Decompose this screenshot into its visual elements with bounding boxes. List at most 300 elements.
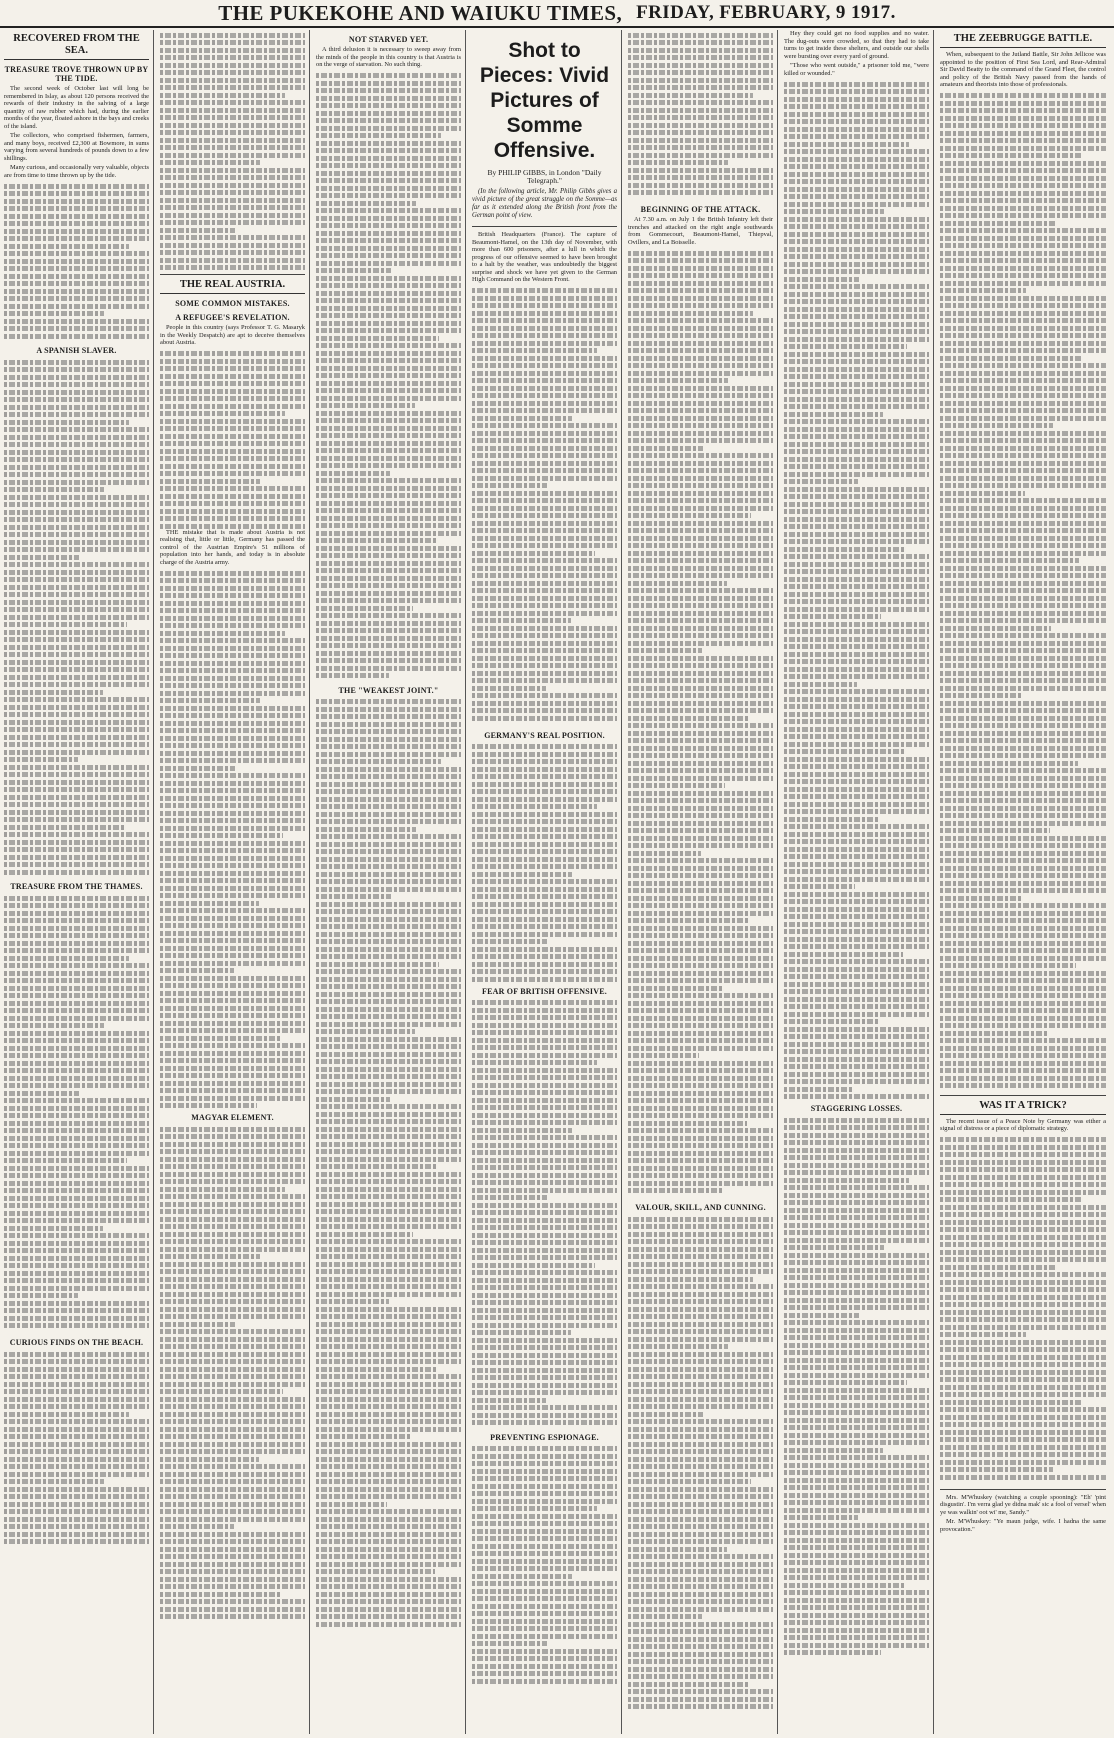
text-line bbox=[628, 1397, 773, 1402]
text-line bbox=[472, 1030, 617, 1035]
text-line bbox=[160, 1367, 305, 1372]
text-line bbox=[940, 1212, 1106, 1217]
text-line bbox=[784, 1275, 929, 1280]
text-line bbox=[160, 1292, 305, 1297]
text-line bbox=[316, 141, 461, 146]
text-line bbox=[4, 645, 149, 650]
text-line bbox=[316, 1292, 461, 1297]
text-line bbox=[784, 172, 929, 177]
text-line bbox=[316, 538, 438, 543]
text-line bbox=[316, 1037, 461, 1042]
text-line bbox=[160, 70, 305, 75]
text-line bbox=[160, 1479, 305, 1484]
text-line bbox=[472, 1240, 617, 1245]
text-line bbox=[160, 698, 260, 703]
text-line bbox=[472, 1353, 617, 1358]
text-line bbox=[940, 1076, 1106, 1081]
text-line bbox=[4, 562, 149, 567]
text-line bbox=[472, 678, 617, 683]
text-line bbox=[628, 168, 773, 173]
text-line bbox=[940, 813, 1106, 818]
text-line bbox=[472, 1293, 617, 1298]
text-line bbox=[316, 553, 461, 558]
text-line bbox=[4, 184, 149, 189]
text-line bbox=[784, 1530, 929, 1535]
text-line bbox=[160, 1232, 305, 1237]
text-line bbox=[628, 971, 773, 976]
text-line bbox=[4, 832, 149, 837]
text-line bbox=[316, 1344, 461, 1349]
text-line bbox=[160, 441, 305, 446]
text-line bbox=[628, 130, 773, 135]
text-line bbox=[784, 1605, 929, 1610]
text-line bbox=[160, 1419, 305, 1424]
text-line bbox=[628, 115, 773, 120]
text-line bbox=[784, 764, 929, 769]
text-line bbox=[628, 1061, 773, 1066]
text-line bbox=[784, 517, 929, 522]
divider bbox=[472, 226, 617, 227]
text-line bbox=[940, 101, 1106, 106]
text-line bbox=[316, 351, 461, 356]
text-line bbox=[160, 1028, 305, 1033]
text-line bbox=[940, 161, 1106, 166]
article-paragraph: When, subsequent to the Jutland Battle, Sir John Jellicoe was appointed to the position of First Sea Lord, and Rear-Admiral Sir David Beatty to the command of the Grand Fleet, the control and policy of the British Navy passed from the hands of amateurs and theorists into those of professionals. bbox=[940, 51, 1106, 88]
text-line bbox=[628, 633, 773, 638]
text-line bbox=[472, 326, 617, 331]
text-line bbox=[472, 969, 617, 974]
text-line bbox=[4, 1188, 149, 1193]
text-line bbox=[628, 513, 751, 518]
text-line bbox=[472, 902, 617, 907]
text-line bbox=[4, 941, 149, 946]
text-line bbox=[628, 1106, 773, 1111]
column-6 bbox=[784, 30, 934, 1734]
text-line bbox=[628, 63, 773, 68]
text-line bbox=[160, 803, 305, 808]
text-line bbox=[472, 1263, 595, 1268]
text-line bbox=[784, 989, 929, 994]
text-line bbox=[628, 1359, 773, 1364]
text-line bbox=[784, 1118, 929, 1123]
text-block bbox=[316, 71, 461, 681]
text-line bbox=[316, 819, 461, 824]
text-line bbox=[316, 834, 461, 839]
text-line bbox=[628, 993, 773, 998]
text-line bbox=[940, 221, 1055, 226]
text-line bbox=[4, 251, 149, 256]
text-line bbox=[316, 223, 461, 228]
text-line bbox=[472, 827, 617, 832]
text-line bbox=[472, 1143, 617, 1148]
text-line bbox=[4, 705, 149, 710]
masthead bbox=[0, 0, 1114, 28]
text-line bbox=[628, 738, 773, 743]
text-line bbox=[784, 1148, 929, 1153]
text-line bbox=[472, 1083, 617, 1088]
text-line bbox=[628, 1637, 773, 1642]
text-line bbox=[472, 416, 572, 421]
text-line bbox=[628, 1352, 773, 1357]
text-line bbox=[160, 130, 305, 135]
text-line bbox=[316, 1239, 461, 1244]
text-line bbox=[4, 502, 149, 507]
text-line bbox=[316, 1449, 461, 1454]
text-line bbox=[4, 1248, 149, 1253]
text-line bbox=[160, 1284, 305, 1289]
text-line bbox=[4, 1128, 149, 1133]
text-line bbox=[160, 1134, 305, 1139]
text-line bbox=[628, 1682, 750, 1687]
text-line bbox=[784, 457, 929, 462]
text-line bbox=[784, 217, 929, 222]
text-line bbox=[316, 1172, 461, 1177]
text-line bbox=[784, 1410, 929, 1415]
text-line bbox=[628, 956, 773, 961]
text-line bbox=[784, 1403, 929, 1408]
text-line bbox=[628, 1644, 773, 1649]
text-line bbox=[784, 157, 929, 162]
text-line bbox=[628, 986, 724, 991]
text-line bbox=[472, 1514, 617, 1519]
text-line bbox=[472, 1649, 617, 1654]
text-line bbox=[316, 977, 461, 982]
text-line bbox=[784, 1373, 929, 1378]
text-line bbox=[4, 1404, 149, 1409]
text-line bbox=[472, 1521, 617, 1526]
text-line bbox=[4, 1419, 149, 1424]
text-line bbox=[316, 932, 461, 937]
text-line bbox=[628, 468, 773, 473]
text-line bbox=[940, 266, 1106, 271]
text-line bbox=[160, 449, 305, 454]
text-line bbox=[472, 1300, 617, 1305]
text-line bbox=[784, 1620, 929, 1625]
text-line bbox=[940, 1182, 1106, 1187]
text-line bbox=[784, 967, 929, 972]
text-line bbox=[472, 819, 617, 824]
text-line bbox=[4, 1286, 149, 1291]
text-line bbox=[4, 600, 149, 605]
text-line bbox=[160, 1217, 305, 1222]
text-line bbox=[4, 1046, 149, 1051]
text-line bbox=[316, 73, 461, 78]
text-line bbox=[940, 918, 1106, 923]
article-paragraph: Hey they could get no food supplies and no water. The dug-outs were crowded, so that they had to take turns to get inside these shelters, and outside our shells were bursting over every yard of ground. bbox=[784, 30, 929, 60]
text-line bbox=[4, 326, 149, 331]
text-line bbox=[160, 811, 305, 816]
text-line bbox=[472, 932, 617, 937]
text-line bbox=[940, 633, 1106, 638]
text-block bbox=[160, 1124, 305, 1624]
text-line bbox=[940, 1325, 1106, 1330]
text-line bbox=[940, 1355, 1106, 1360]
text-line bbox=[4, 382, 149, 387]
text-line bbox=[628, 160, 728, 165]
text-line bbox=[784, 719, 929, 724]
text-line bbox=[628, 78, 773, 83]
text-line bbox=[316, 722, 461, 727]
text-line bbox=[472, 641, 617, 646]
text-line bbox=[940, 498, 1106, 503]
text-line bbox=[784, 772, 929, 777]
text-line bbox=[316, 201, 416, 206]
text-line bbox=[628, 941, 773, 946]
text-line bbox=[472, 588, 617, 593]
text-line bbox=[472, 648, 617, 653]
text-line bbox=[316, 598, 461, 603]
text-line bbox=[940, 356, 1081, 361]
text-line bbox=[940, 956, 1106, 961]
text-line bbox=[784, 352, 929, 357]
text-line bbox=[316, 1509, 461, 1514]
text-line bbox=[940, 783, 1106, 788]
text-line bbox=[940, 1310, 1106, 1315]
text-line bbox=[4, 1464, 149, 1469]
text-line bbox=[784, 359, 929, 364]
text-line bbox=[4, 547, 149, 552]
text-line bbox=[472, 834, 617, 839]
text-block bbox=[4, 1349, 149, 1549]
text-line bbox=[316, 1262, 461, 1267]
text-line bbox=[784, 794, 929, 799]
text-line bbox=[316, 939, 461, 944]
text-line bbox=[784, 607, 929, 612]
text-line bbox=[4, 630, 149, 635]
text-line bbox=[316, 651, 461, 656]
text-line bbox=[160, 1157, 305, 1162]
text-line bbox=[4, 1502, 149, 1507]
text-line bbox=[160, 1427, 305, 1432]
text-line bbox=[472, 782, 617, 787]
text-line bbox=[784, 127, 929, 132]
text-line bbox=[316, 1299, 389, 1304]
text-line bbox=[784, 877, 929, 882]
text-line bbox=[472, 947, 617, 952]
text-line bbox=[160, 1103, 257, 1108]
text-line bbox=[628, 1464, 773, 1469]
text-line bbox=[784, 899, 929, 904]
text-line bbox=[784, 1568, 929, 1573]
text-line bbox=[784, 374, 929, 379]
text-line bbox=[628, 1344, 728, 1349]
text-line bbox=[940, 243, 1106, 248]
text-line bbox=[4, 1001, 149, 1006]
text-line bbox=[160, 175, 305, 180]
text-line bbox=[628, 1277, 753, 1282]
text-line bbox=[160, 1194, 305, 1199]
text-line bbox=[4, 911, 149, 916]
text-line bbox=[784, 1470, 929, 1475]
text-line bbox=[160, 411, 285, 416]
text-line bbox=[472, 1180, 617, 1185]
text-line bbox=[628, 828, 773, 833]
text-line bbox=[784, 1155, 929, 1160]
text-line bbox=[472, 303, 617, 308]
text-line bbox=[4, 334, 149, 339]
text-line bbox=[784, 194, 929, 199]
text-line bbox=[784, 1463, 929, 1468]
text-line bbox=[160, 1058, 305, 1063]
text-line bbox=[472, 1008, 617, 1013]
text-line bbox=[472, 1413, 617, 1418]
text-line bbox=[784, 1635, 929, 1640]
text-line bbox=[628, 1389, 773, 1394]
text-line bbox=[4, 1016, 149, 1021]
text-line bbox=[472, 1506, 597, 1511]
text-line bbox=[940, 326, 1106, 331]
text-line bbox=[628, 1584, 773, 1589]
text-line bbox=[940, 798, 1106, 803]
text-line bbox=[4, 697, 149, 702]
text-line bbox=[628, 1599, 773, 1604]
article-subheading: A REFUGEE'S REVELATION. bbox=[175, 313, 290, 322]
text-line bbox=[628, 1053, 699, 1058]
text-line bbox=[628, 1329, 773, 1334]
text-line bbox=[472, 1589, 617, 1594]
text-line bbox=[940, 1068, 1106, 1073]
text-line bbox=[4, 1196, 149, 1201]
text-line bbox=[628, 145, 773, 150]
text-line bbox=[4, 1301, 149, 1306]
text-line bbox=[628, 558, 773, 563]
text-line bbox=[784, 952, 903, 957]
text-line bbox=[628, 1457, 773, 1462]
text-line bbox=[316, 306, 461, 311]
text-line bbox=[940, 1445, 1106, 1450]
text-line bbox=[472, 1338, 617, 1343]
text-line bbox=[784, 697, 929, 702]
text-line bbox=[784, 464, 929, 469]
text-line bbox=[160, 826, 305, 831]
text-line bbox=[940, 978, 1106, 983]
text-line bbox=[4, 765, 149, 770]
text-line bbox=[940, 1272, 1106, 1277]
text-line bbox=[784, 1358, 929, 1363]
text-line bbox=[160, 1494, 305, 1499]
text-line bbox=[784, 307, 929, 312]
text-line bbox=[628, 296, 773, 301]
text-line bbox=[940, 168, 1106, 173]
text-line bbox=[160, 389, 305, 394]
text-line bbox=[784, 442, 929, 447]
article-subheading: FEAR OF BRITISH OFFENSIVE. bbox=[482, 986, 607, 996]
text-line bbox=[4, 1053, 149, 1058]
text-line bbox=[784, 659, 929, 664]
text-line bbox=[628, 581, 727, 586]
text-line bbox=[316, 238, 461, 243]
text-line bbox=[316, 1052, 461, 1057]
text-line bbox=[316, 433, 461, 438]
text-line bbox=[316, 208, 461, 213]
text-line bbox=[940, 303, 1106, 308]
text-line bbox=[784, 119, 929, 124]
text-line bbox=[316, 658, 461, 663]
text-block bbox=[940, 1135, 1106, 1485]
text-line bbox=[784, 569, 929, 574]
text-line bbox=[472, 378, 617, 383]
text-line bbox=[472, 311, 617, 316]
text-line bbox=[160, 1607, 305, 1612]
text-line bbox=[940, 888, 1106, 893]
text-line bbox=[628, 521, 773, 526]
text-line bbox=[940, 761, 1078, 766]
text-line bbox=[316, 486, 461, 491]
text-line bbox=[316, 1134, 461, 1139]
text-line bbox=[784, 277, 859, 282]
text-line bbox=[472, 1158, 617, 1163]
text-line bbox=[784, 809, 929, 814]
text-line bbox=[316, 643, 461, 648]
text-line bbox=[784, 959, 929, 964]
text-line bbox=[160, 923, 305, 928]
text-line bbox=[316, 148, 461, 153]
text-line bbox=[316, 156, 461, 161]
text-line bbox=[160, 516, 305, 521]
text-line bbox=[4, 319, 149, 324]
text-line bbox=[784, 1508, 929, 1513]
text-line bbox=[160, 1592, 282, 1597]
text-line bbox=[316, 714, 461, 719]
text-line bbox=[628, 933, 773, 938]
text-line bbox=[784, 112, 929, 117]
divider bbox=[940, 1489, 1106, 1490]
text-line bbox=[784, 1027, 929, 1032]
text-line bbox=[472, 1315, 617, 1320]
text-line bbox=[940, 318, 1106, 323]
text-line bbox=[316, 103, 461, 108]
text-line bbox=[784, 1575, 929, 1580]
text-line bbox=[472, 1060, 597, 1065]
text-line bbox=[472, 812, 617, 817]
text-line bbox=[160, 1036, 282, 1041]
text-line bbox=[4, 1271, 149, 1276]
text-line bbox=[940, 1190, 1106, 1195]
text-line bbox=[316, 448, 461, 453]
text-line bbox=[784, 344, 907, 349]
text-line bbox=[316, 954, 461, 959]
text-line bbox=[628, 611, 773, 616]
text-line bbox=[940, 1437, 1106, 1442]
text-line bbox=[160, 1021, 305, 1026]
text-line bbox=[472, 797, 617, 802]
text-line bbox=[4, 517, 149, 522]
text-line bbox=[628, 896, 773, 901]
text-line bbox=[628, 483, 773, 488]
text-line bbox=[316, 1539, 461, 1544]
text-line bbox=[784, 644, 929, 649]
article-paragraph: At 7.30 a.m. on July 1 the British Infantry left their trenches and attacked on the right angle southwards from Gommecourt, Beaumont-Hamel, Thiepval, Ovillers, and La Boisselle. bbox=[628, 216, 773, 246]
text-line bbox=[472, 1023, 617, 1028]
text-line bbox=[628, 963, 773, 968]
text-line bbox=[316, 1389, 461, 1394]
text-line bbox=[4, 1031, 149, 1036]
text-line bbox=[940, 1242, 1106, 1247]
text-line bbox=[472, 1345, 617, 1350]
text-line bbox=[784, 1598, 929, 1603]
text-line bbox=[472, 288, 617, 293]
text-line bbox=[472, 1484, 617, 1489]
text-line bbox=[4, 1524, 149, 1529]
text-line bbox=[784, 1094, 929, 1099]
text-line bbox=[160, 1389, 283, 1394]
text-line bbox=[628, 1419, 773, 1424]
text-line bbox=[628, 573, 773, 578]
text-line bbox=[784, 1515, 858, 1520]
text-line bbox=[4, 296, 149, 301]
text-line bbox=[4, 281, 149, 286]
text-line bbox=[940, 933, 1106, 938]
